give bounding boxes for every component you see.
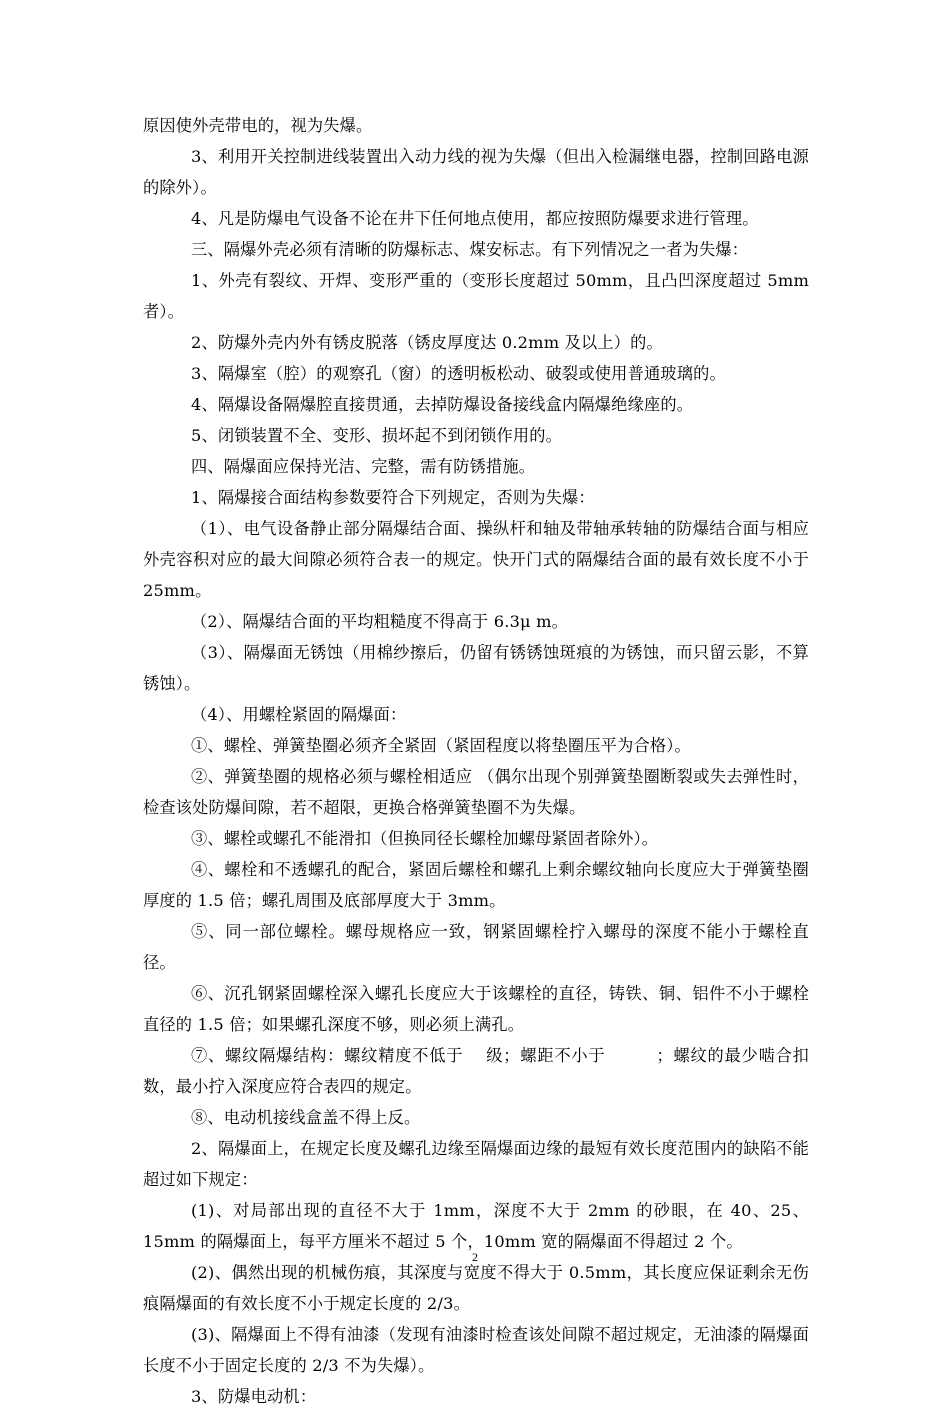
paragraph: 三、隔爆外壳必须有清晰的防爆标志、煤安标志。有下列情况之一者为失爆： xyxy=(191,240,749,259)
paragraph: 四、隔爆面应保持光洁、完整，需有防锈措施。 xyxy=(191,457,536,476)
paragraph: ⑦、螺纹隔爆结构：螺纹精度不低于 级；螺距不小于 ；螺纹的最少啮合扣数，最小拧入深度应符合表四的规定。 xyxy=(143,1046,809,1096)
paragraph: ⑤、同一部位螺栓。螺母规格应一致，钢紧固螺栓拧入螺母的深度不能小于螺栓直径。 xyxy=(143,922,809,972)
paragraph: 2、隔爆面上，在规定长度及螺孔边缘至隔爆面边缘的最短有效长度范围内的缺陷不能超过如下规定： xyxy=(143,1139,809,1189)
paragraph: 4、隔爆设备隔爆腔直接贯通，去掉防爆设备接线盒内隔爆绝缘座的。 xyxy=(191,395,694,414)
paragraph: 4、凡是防爆电气设备不论在井下任何地点使用，都应按照防爆要求进行管理。 xyxy=(191,209,759,228)
paragraph: ⑧、电动机接线盒盖不得上反。 xyxy=(191,1108,421,1127)
paragraph: ⑥、沉孔钢紧固螺栓深入螺孔长度应大于该螺栓的直径，铸铁、铜、铝件不小于螺栓直径的 1.5 倍；如果螺孔深度不够，则必须上满孔。 xyxy=(143,984,809,1034)
paragraph: 5、闭锁装置不全、变形、损坏起不到闭锁作用的。 xyxy=(191,426,563,445)
paragraph: 3、隔爆室（腔）的观察孔（窗）的透明板松动、破裂或使用普通玻璃的。 xyxy=(191,364,726,383)
paragraph: ④、螺栓和不透螺孔的配合，紧固后螺栓和螺孔上剩余螺纹轴向长度应大于弹簧垫圈厚度的 1.5 倍；螺孔周围及底部厚度大于 3mm。 xyxy=(143,860,809,910)
paragraph: ②、弹簧垫圈的规格必须与螺栓相适应 （偶尔出现个别弹簧垫圈断裂或失去弹性时，检查该处防爆间隙，若不超限，更换合格弹簧垫圈不为失爆。 xyxy=(143,767,809,817)
paragraph: （1）、电气设备静止部分隔爆结合面、操纵杆和轴及带轴承转轴的防爆结合面与相应外壳容积对应的最大间隙必须符合表一的规定。快开门式的隔爆结合面的最有效长度不小于 25mm。 xyxy=(143,519,809,600)
paragraph: 1、外壳有裂纹、开焊、变形严重的（变形长度超过 50mm，且凸凹深度超过 5mm 者）。 xyxy=(143,271,809,321)
paragraph: 原因使外壳带电的，视为失爆。 xyxy=(143,116,373,135)
paragraph: (3)、隔爆面上不得有油漆（发现有油漆时检查该处间隙不超过规定，无油漆的隔爆面长度不小于固定长度的 2/3 不为失爆）。 xyxy=(143,1325,809,1375)
paragraph: (2)、偶然出现的机械伤痕，其深度与宽度不得大于 0.5mm，其长度应保证剩余无伤痕隔爆面的有效长度不小于规定长度的 2/3。 xyxy=(143,1263,809,1313)
paragraph: 3、防爆电动机： xyxy=(191,1387,317,1406)
paragraph: （2）、隔爆结合面的平均粗糙度不得高于 6.3μ m。 xyxy=(191,612,569,631)
page-number: 2 xyxy=(472,1250,478,1264)
paragraph: （4）、用螺栓紧固的隔爆面： xyxy=(191,705,407,724)
paragraph: (1)、对局部出现的直径不大于 1mm，深度不大于 2mm 的砂眼，在 40、25、15mm 的隔爆面上，每平方厘米不超过 5 个，10mm 宽的隔爆面不得超过 2 个。 xyxy=(143,1201,809,1251)
paragraph: （3）、隔爆面无锈蚀（用棉纱擦后，仍留有锈锈蚀斑痕的为锈蚀，而只留云影，不算锈蚀）。 xyxy=(143,643,809,693)
paragraph: ③、螺栓或螺孔不能滑扣（但换同径长螺栓加螺母紧固者除外）。 xyxy=(191,829,659,848)
document-body xyxy=(143,110,809,1412)
paragraph: 2、防爆外壳内外有锈皮脱落（锈皮厚度达 0.2mm 及以上）的。 xyxy=(191,333,663,352)
paragraph: 3、利用开关控制进线装置出入动力线的视为失爆（但出入检漏继电器，控制回路电源的除外）。 xyxy=(143,147,809,197)
paragraph: ①、螺栓、弹簧垫圈必须齐全紧固（紧固程度以将垫圈压平为合格）。 xyxy=(191,736,691,755)
paragraph: 1、隔爆接合面结构参数要符合下列规定，否则为失爆： xyxy=(191,488,595,507)
